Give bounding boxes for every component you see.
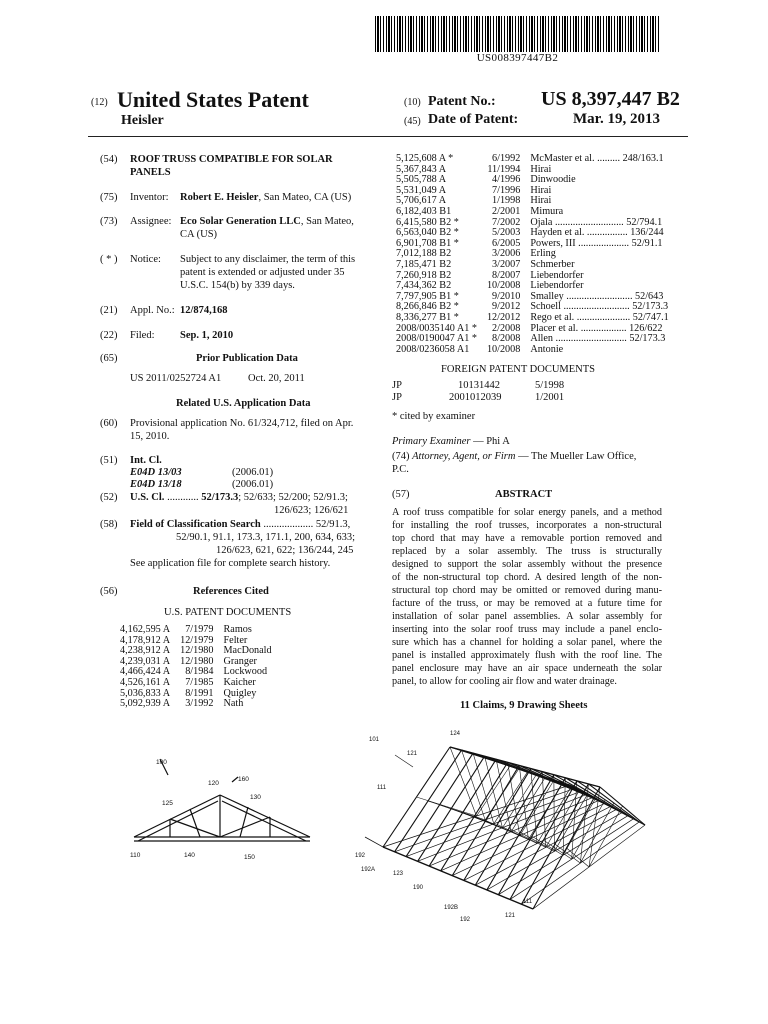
truss-member-line (418, 756, 485, 861)
us-cl-rest: ; 52/633; 52/200; 52/91.3; (238, 492, 348, 503)
field-search-line-3: 126/623, 621, 622; 136/244, 245 (216, 545, 354, 556)
ref-number: 4,239,031 A (120, 655, 171, 667)
assignee-label: Assignee: (130, 216, 172, 227)
abstract-line: facture of the truss, or may be removed at a future time for (392, 598, 662, 609)
us-cl-dots: ............ (164, 492, 199, 503)
ref-date: 7/1979 (185, 624, 214, 635)
ref-number: 5,367,843 A (396, 163, 447, 175)
ref-number: 8,336,277 B1 * (396, 311, 459, 323)
cited-by-examiner: * cited by examiner (392, 411, 476, 422)
abstract-line: replaced by a solar assembly. The truss is structurally (392, 546, 662, 557)
abstract-line: panel is installed approximately flush with the roof line. The (392, 650, 662, 661)
ref-number: 7,797,905 B1 * (396, 290, 459, 302)
us-cl-label: U.S. Cl. (130, 492, 165, 503)
notice-line-2: patent is extended or adjusted under 35 (180, 267, 345, 278)
ref-inventor: Antonie (530, 343, 564, 355)
ref-number: 5,125,608 A * (396, 153, 454, 164)
filed-value: Sep. 1, 2010 (180, 330, 234, 341)
ref-inventor: Placer et al. .................. 126/622 (530, 322, 663, 334)
prior-pub-heading: Prior Publication Data (196, 353, 298, 364)
fig-label-111: 111 (377, 785, 387, 791)
abstract-line: installation of solar panel assemblies. A solar assembly for (392, 611, 662, 622)
fig-label-124: 124 (450, 731, 461, 737)
ref-date: 9/2010 (492, 290, 521, 302)
us-references-left-table (120, 625, 276, 710)
fig-label-192c: 192 (460, 917, 471, 923)
code-60: (60) (100, 418, 118, 429)
foreign-country: JP (392, 380, 402, 391)
abstract-body (392, 506, 662, 688)
code-22: (22) (100, 330, 118, 341)
us-cl-line-1 (130, 492, 348, 503)
abstract-heading: ABSTRACT (495, 489, 553, 500)
ref-date: 3/2006 (492, 248, 521, 260)
int-cl-label: Int. Cl. (130, 455, 162, 466)
foreign-row-1 (392, 380, 402, 391)
code-54: (54) (100, 154, 118, 165)
inventor-value (180, 192, 351, 203)
ref-number: 5,505,788 A (396, 174, 447, 186)
appl-no-value: 12/874,168 (180, 305, 228, 316)
field-search-line-4: See application file for complete search history. (130, 558, 331, 569)
truss-member-line (554, 775, 555, 852)
truss-member-line (450, 747, 600, 787)
ref-date: 3/1992 (185, 698, 214, 710)
ref-number: 4,526,161 A (120, 676, 171, 688)
ref-inventor: Liebendorfer (530, 269, 584, 281)
abstract-line: for installing the roof trusses, incorporates a non-structural (392, 520, 662, 531)
invention-title-line-2: PANELS (130, 167, 171, 178)
truss-member-line (383, 847, 533, 909)
ref-inventor: Hayden et al. ................ 136/244 (530, 227, 664, 239)
foreign-row-2 (392, 392, 402, 403)
notice-line-3: U.S.C. 154(b) by 339 days. (180, 280, 295, 291)
ref-inventor: Ramos (223, 624, 252, 635)
foreign-number-1: 10131442 (458, 380, 500, 391)
fig-label-120: 120 (208, 780, 219, 787)
ref-number: 8,266,846 B2 * (396, 301, 459, 313)
notice-line-1: Subject to any disclaimer, the term of this (180, 254, 356, 265)
ref-number: 2008/0190047 A1 * (396, 333, 477, 345)
document-kind: United States Patent (117, 87, 309, 112)
roof-truss-perspective-figure (355, 725, 655, 930)
assignee-location-2: CA (US) (180, 229, 218, 240)
ref-inventor: Ojala ........................... 52/794.1 (530, 216, 663, 228)
attorney-code: (74) (392, 451, 413, 462)
ref-date: 8/1991 (185, 687, 214, 699)
date-label: Date of Patent: (428, 112, 519, 127)
provisional-line-1: Provisional application No. 61/324,712, filed on Apr. (130, 418, 354, 429)
ref-number: 7,185,471 B2 (396, 258, 452, 270)
int-cl-version-2: (2006.01) (232, 479, 274, 490)
examiner-name: — Phi A (470, 436, 510, 447)
appl-no-label: Appl. No.: (130, 305, 175, 316)
abstract-line: A roof truss compatible for solar energy panels, and a method (392, 507, 662, 518)
fig-label-190: 190 (413, 885, 424, 891)
ref-date: 12/1980 (180, 645, 214, 657)
ref-inventor: Felter (223, 634, 248, 646)
ref-date: 3/2007 (492, 258, 521, 270)
ref-inventor: Hirai (530, 184, 552, 196)
ref-date: 10/2008 (486, 280, 521, 292)
code-52: (52) (100, 492, 118, 503)
ref-date: 7/1996 (492, 184, 521, 196)
ref-number: 7,260,918 B2 (396, 269, 452, 281)
ref-date: 1/1998 (492, 195, 521, 207)
us-cl-line-2: 126/623; 126/621 (274, 505, 349, 516)
fig-label-121: 121 (407, 751, 418, 757)
abstract-line: inserting into the solar roof truss may include a panel enclo- (392, 624, 662, 635)
ref-inventor: Rego et al. ..................... 52/747.1 (530, 311, 669, 323)
related-heading: Related U.S. Application Data (176, 398, 311, 409)
fig-label-110: 110 (130, 852, 141, 859)
reference-row (396, 154, 673, 165)
us-references-right-table (396, 154, 673, 355)
abstract-line: sure which has a channel for holding a solar panel, where the (392, 637, 662, 648)
ref-inventor: Erling (530, 248, 556, 260)
abstract-line: structural top chord may be omitted or removed during manu- (392, 585, 662, 596)
int-cl-class-1: E04D 13/03 (130, 467, 182, 478)
reference-row (120, 625, 276, 636)
reference-row (396, 260, 673, 271)
attorney-name: — The Mueller Law Office, (515, 451, 637, 462)
us-docs-heading: U.S. PATENT DOCUMENTS (164, 607, 292, 618)
field-search-dots: ................... (260, 519, 314, 530)
abstract-line: panel, to allow for cooling air flow and water drainage. (392, 676, 617, 687)
fig-label-130: 130 (250, 794, 261, 801)
fig-label-150: 150 (244, 854, 255, 861)
claims-summary: 11 Claims, 9 Drawing Sheets (460, 700, 588, 711)
truss-member-line (365, 837, 383, 847)
fig-label-121b: 121 (505, 913, 516, 919)
fig-label-101: 101 (369, 737, 380, 743)
filed-label: Filed: (130, 330, 155, 341)
ref-number: 5,092,939 A (120, 698, 171, 710)
ref-date: 7/1985 (185, 676, 214, 688)
ref-inventor: Dinwoodie (530, 174, 576, 186)
ref-date: 6/1992 (492, 153, 521, 164)
ref-date: 7/2002 (492, 216, 521, 228)
ref-inventor: Liebendorfer (530, 280, 584, 292)
ref-inventor: Smalley .......................... 52/643 (530, 290, 664, 302)
fig-label-111b: 111 (523, 899, 533, 905)
prior-pub-date: Oct. 20, 2011 (248, 373, 305, 384)
code-21: (21) (100, 305, 118, 316)
prior-pub-number: US 2011/0252724 A1 (130, 373, 222, 384)
ref-number: 6,182,403 B1 (396, 205, 452, 217)
ref-date: 8/1984 (185, 666, 214, 678)
inventor-location: , San Mateo, CA (US) (258, 192, 352, 203)
ref-inventor: Quigley (223, 687, 257, 699)
code-57: (57) (392, 489, 410, 500)
ref-inventor: Nath (223, 698, 244, 710)
ref-number: 4,178,912 A (120, 634, 171, 646)
ref-inventor: Granger (223, 655, 257, 667)
reference-row (120, 699, 276, 710)
code-12: (12) (91, 97, 108, 108)
ref-number: 2008/0035140 A1 * (396, 322, 477, 334)
ref-inventor: Hirai (530, 163, 552, 175)
code-45: (45) (404, 116, 421, 127)
truss-member-line (450, 747, 477, 816)
ref-number: 4,466,424 A (120, 666, 171, 678)
foreign-date-1: 5/1998 (535, 380, 565, 391)
barcode-number: US008397447B2 (476, 52, 559, 64)
primary-examiner (392, 436, 510, 447)
truss-member-line (417, 797, 477, 816)
foreign-docs-heading: FOREIGN PATENT DOCUMENTS (441, 364, 596, 375)
ref-inventor: Hirai (530, 195, 552, 207)
references-heading: References Cited (193, 586, 269, 597)
ref-date: 11/1994 (487, 163, 521, 175)
ref-date: 12/2012 (486, 311, 521, 323)
ref-inventor: Lockwood (223, 666, 268, 678)
ref-number: 4,162,595 A (120, 624, 171, 635)
ref-number: 5,706,617 A (396, 195, 447, 207)
assignee-name: Eco Solar Generation LLC (180, 216, 301, 227)
truss-member-line (475, 772, 542, 886)
notice-label: Notice: (130, 254, 161, 265)
ref-inventor: McMaster et al. ......... 248/163.1 (530, 153, 664, 164)
ref-number: 7,434,362 B2 (396, 280, 452, 292)
inventor-surname: Heisler (121, 113, 164, 128)
fig-label-192b: 192B (444, 905, 459, 911)
ref-inventor: Powers, III .................... 52/91.1 (530, 237, 663, 249)
field-search-v1: 52/91.3, (313, 519, 351, 530)
code-51: (51) (100, 455, 118, 466)
abstract-line: of the non-structural top chord. A desired length of the non- (392, 572, 662, 583)
notice-code: ( * ) (100, 254, 118, 265)
assignee-value (180, 216, 354, 227)
examiner-label: Primary Examiner (392, 436, 471, 447)
abstract-line: top chord that may have a removable portion removed and (392, 533, 662, 544)
ref-inventor: Mimura (530, 205, 564, 217)
reference-row (396, 345, 673, 356)
fig-label-100: 100 (156, 759, 167, 766)
patent-no-label: Patent No.: (428, 94, 496, 109)
ref-number: 7,012,188 B2 (396, 248, 452, 260)
truss-member-line (406, 753, 473, 856)
ref-date: 4/1996 (492, 174, 521, 186)
ref-number: 5,531,049 A (396, 184, 447, 196)
code-75: (75) (100, 192, 118, 203)
attorney-label: Attorney, Agent, or Firm (412, 451, 516, 462)
fig-label-192: 192 (355, 853, 366, 859)
foreign-country: JP (392, 392, 402, 403)
attorney (392, 451, 636, 462)
code-73: (73) (100, 216, 118, 227)
reference-row (396, 313, 673, 324)
ref-inventor: Schmerber (530, 258, 575, 270)
ref-inventor: Schoell .......................... 52/173.3 (530, 301, 669, 313)
reference-row (120, 678, 276, 689)
patent-date: Mar. 19, 2013 (573, 111, 660, 127)
truss-member-line (497, 824, 537, 843)
fig-label-160: 160 (238, 776, 249, 783)
reference-row (396, 207, 673, 218)
abstract-line: designed to support the solar assembly without the presence (392, 559, 662, 570)
ref-inventor: Kaicher (223, 676, 256, 688)
int-cl-class-2: E04D 13/18 (130, 479, 182, 490)
ref-date: 2/2008 (492, 322, 521, 334)
ref-date: 5/2003 (492, 227, 521, 239)
fig-label-192a: 192A (361, 867, 376, 873)
code-58: (58) (100, 519, 118, 530)
field-search-line-2: 52/90.1, 91.1, 173.3, 171.1, 200, 634, 633; (176, 532, 356, 543)
field-search-line-1 (130, 519, 350, 530)
header-rule (88, 136, 688, 137)
ref-date: 8/2007 (492, 269, 521, 281)
truss-member-line (502, 775, 536, 828)
barcode (375, 16, 660, 52)
truss-member-line (567, 848, 590, 867)
inventor-name: Robert E. Heisler (180, 192, 259, 203)
provisional-line-2: 15, 2010. (130, 431, 170, 442)
ref-number: 2008/0236058 A1 (396, 343, 470, 355)
ref-date: 6/2005 (492, 237, 521, 249)
fig-label-123: 123 (393, 871, 404, 877)
truss-member-line (554, 794, 588, 852)
ref-inventor: MacDonald (223, 645, 272, 657)
ref-date: 12/1979 (180, 634, 214, 646)
truss-member-line (395, 750, 462, 852)
ref-date: 2/2001 (492, 205, 521, 217)
invention-title-line-1: ROOF TRUSS COMPATIBLE FOR SOLAR (130, 154, 333, 165)
truss-side-view-figure (120, 755, 340, 865)
code-10: (10) (404, 97, 421, 108)
ref-number: 6,415,580 B2 * (396, 216, 459, 228)
ref-number: 6,563,040 B2 * (396, 227, 459, 239)
ref-number: 4,238,912 A (120, 645, 171, 657)
ref-inventor: Allen ............................ 52/173.3 (530, 333, 666, 345)
fig-label-125: 125 (162, 800, 173, 807)
code-56: (56) (100, 586, 118, 597)
patent-number: US 8,397,447 B2 (541, 88, 680, 110)
abstract-line: panel enclosure may have an air space underneath the solar (392, 663, 662, 674)
ref-date: 9/2012 (492, 301, 521, 313)
code-65: (65) (100, 353, 118, 364)
ref-number: 5,036,833 A (120, 687, 171, 699)
foreign-date-2: 1/2001 (535, 392, 565, 403)
ref-number: 6,901,708 B1 * (396, 237, 459, 249)
attorney-line-2: P.C. (392, 464, 409, 475)
ref-date: 8/2008 (492, 333, 521, 345)
ref-date: 12/1980 (180, 655, 214, 667)
inventor-label: Inventor: (130, 192, 169, 203)
ref-date: 10/2008 (486, 343, 521, 355)
field-search-label: Field of Classification Search (130, 519, 261, 530)
int-cl-version-1: (2006.01) (232, 467, 274, 478)
us-cl-main: 52/173.3 (198, 492, 239, 503)
fig-label-140: 140 (184, 852, 195, 859)
assignee-location: , San Mateo, (300, 216, 354, 227)
foreign-number-2: 2001012039 (449, 392, 502, 403)
